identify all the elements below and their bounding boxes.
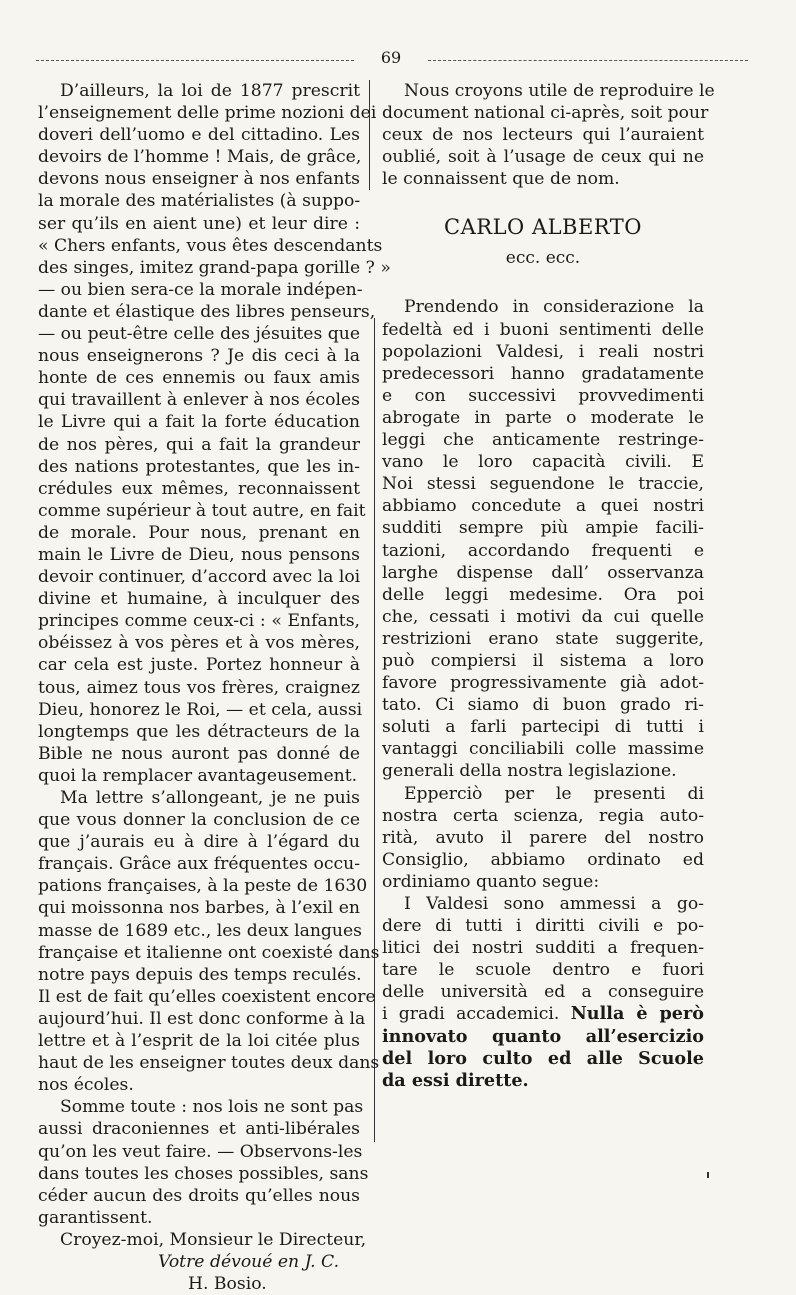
text-line: lettre et à l’esprit de la loi citée plus [38, 1031, 360, 1052]
decree-line: soluti a farli partecipi di tutti i [382, 717, 704, 738]
left-column [38, 80, 391, 1295]
decree-line-with-bold [382, 1003, 704, 1025]
bold-decree-line: innovato quanto all’esercizio [382, 1025, 704, 1047]
text-line: quoi la remplacer avantageusement. [38, 765, 358, 786]
text-line: l’enseignement delle prime nozioni dei [38, 103, 377, 124]
column-divider-upper [369, 80, 370, 190]
decree-line: delle leggi medesime. Ora poi [382, 584, 704, 605]
text-line: nous enseignerons ? Je dis ceci à la [38, 346, 360, 367]
page-header [36, 48, 748, 68]
text-line: longtemps que les détracteurs de la [38, 721, 360, 742]
text-line: Bible ne nous auront pas donné de [38, 743, 360, 764]
decree-line: fedeltà ed i buoni sentimenti delle [382, 319, 704, 340]
decree-line: ordiniamo quanto segue: [382, 871, 600, 892]
text-line: haut de les enseigner toutes deux dans [38, 1053, 380, 1074]
header-rule-left [36, 60, 354, 61]
decree-line: rità, avuto il parere del nostro [382, 827, 704, 848]
decree-line: che, cessati i motivi da cui quelle [382, 606, 704, 627]
text-line: la morale des matérialistes (à suppo- [38, 191, 361, 212]
decree-line: tazioni, accordando frequenti e [382, 540, 704, 561]
text-line: divine et humaine, à inculquer des [38, 589, 360, 610]
text-line: française et italienne ont coexisté dans [38, 942, 380, 963]
decree-line: Epperciò per le presenti di [404, 783, 704, 804]
text-line: tous, aimez tous vos frères, craignez [38, 677, 360, 698]
decree-line: Prendendo in considerazione la [404, 297, 704, 318]
text-line: — ou bien sera-ce la morale indépen- [38, 279, 363, 300]
text-line: de nos pères, qui a fait la grandeur [38, 434, 360, 455]
text-line: des nations protestantes, que les in- [38, 456, 360, 477]
text-line: qu’on les veut faire. — Observons-les [38, 1141, 363, 1162]
text-line: aussi draconiennes et anti-libérales [38, 1119, 360, 1140]
decree-line: vano le loro capacità civili. E [382, 452, 704, 473]
text-line: qui moissonna nos barbes, à l’exil en [38, 898, 360, 919]
closing-line: Croyez-moi, Monsieur le Directeur, [60, 1229, 367, 1250]
text-line: de morale. Pour nous, prenant en [38, 522, 360, 543]
text-line: comme supérieur à tout autre, en fait [38, 500, 366, 521]
decree-line: predecessori hanno gradatamente [382, 363, 704, 384]
text-line: céder aucun des droits qu’elles nous [38, 1185, 360, 1206]
text-line: crédules eux mêmes, reconnaissent [38, 478, 360, 499]
text-line: « Chers enfants, vous êtes descendants [38, 235, 383, 256]
decree-line: dere di tutti i diritti civili e po- [382, 916, 704, 937]
decree-line: popolazioni Valdesi, i reali nostri [382, 341, 704, 362]
text-line: dante et élastique des libres penseurs, [38, 301, 376, 322]
intro-line: document national ci-après, soit pour [382, 103, 709, 124]
decree-line: larghe dispense dall’ osservanza [382, 562, 704, 583]
text-line: notre pays depuis des temps reculés. [38, 964, 362, 985]
intro-line: ceux de nos lecteurs qui l’auraient [382, 125, 704, 146]
text-line: que j’aurais eu à dire à l’égard du [38, 832, 360, 853]
intro-line: Nous croyons utile de reproduire le [404, 81, 715, 101]
text-line: français. Grâce aux fréquentes occu- [38, 854, 360, 875]
decree-line: nostra certa scienza, regia auto- [382, 805, 704, 826]
bold-decree-line: da essi dirette. [382, 1069, 529, 1091]
text-line: aujourd’hui. Il est donc conforme à la [38, 1008, 366, 1029]
text-line: D’ailleurs, la loi de 1877 prescrit [60, 81, 360, 101]
text-line: devoirs de l’homme ! Mais, de grâce, [38, 147, 362, 168]
text-line: Ma lettre s’allongeant, je ne puis [60, 788, 360, 808]
decree-line: può compiersi il sistema a loro [382, 650, 704, 671]
decree-line: leggi che anticamente restringe- [382, 430, 704, 451]
text-line: honte de ces ennemis ou faux amis [38, 368, 360, 389]
text-line: obéissez à vos pères et à vos mères, [38, 633, 360, 654]
column-divider [374, 318, 375, 1142]
decree-line: litici dei nostri sudditi a frequen- [382, 938, 704, 959]
right-column [382, 80, 715, 1092]
decree-line: i gradi accademici. [382, 1004, 560, 1025]
decree-line: restrizioni erano state suggerite, [382, 628, 704, 649]
decree-line: sudditi sempre più ampie facili- [382, 518, 704, 539]
decree-line: Noi stessi seguendone le traccie, [382, 474, 704, 495]
bold-inline-text: Nulla è però [570, 1003, 704, 1025]
text-line: que vous donner la conclusion de ce [38, 810, 360, 831]
text-line: garantissent. [38, 1207, 153, 1228]
text-line: ser qu’ils en aient une) et leur dire : [38, 213, 360, 234]
text-line: devons nous enseigner à nos enfants [38, 169, 360, 190]
text-line: nos écoles. [38, 1075, 134, 1096]
decree-subtitle: ecc. ecc. [505, 248, 581, 269]
decree-line: delle università ed a conseguire [382, 982, 704, 1003]
intro-line: le connaissent que de nom. [382, 169, 620, 190]
text-line: qui travaillent à enlever à nos écoles [38, 390, 360, 411]
decree-line: vantaggi conciliabili colle massime [382, 739, 704, 760]
decree-line: abbiamo concedute a quei nostri [382, 496, 704, 517]
text-line: le Livre qui a fait la forte éducation [38, 412, 360, 433]
intro-line: oublié, soit à l’usage de ceux qui ne [382, 147, 704, 168]
decree-line: e con successivi provvedimenti [382, 385, 704, 406]
text-line: masse de 1689 etc., les deux langues [38, 920, 362, 941]
text-line: devoir continuer, d’accord avec la loi [38, 567, 361, 588]
header-rule-right [428, 60, 748, 61]
text-line: des singes, imitez grand-papa gorille ? » [38, 257, 391, 278]
decree-line: tare le scuole dentro e fuori [382, 960, 704, 981]
decree-line: tato. Ci siamo di buon grado ri- [382, 695, 704, 716]
text-line: Dieu, honorez le Roi, — et cela, aussi [38, 699, 363, 720]
bold-decree-line: del loro culto ed alle Scuole [382, 1047, 704, 1069]
text-line: — ou peut-être celle des jésuites que [38, 324, 360, 345]
text-line: pations françaises, à la peste de 1630 [38, 876, 368, 897]
decree-line: abrogate in parte o moderate le [382, 407, 704, 428]
signature-name: H. Bosio. [188, 1274, 267, 1295]
print-mark [707, 1172, 709, 1178]
text-line: dans toutes les choses possibles, sans [38, 1163, 369, 1184]
decree-line: favore progressivamente già adot- [382, 673, 704, 694]
text-line: doveri dell’uomo e del cittadino. Les [38, 125, 360, 146]
closing-salutation: Votre dévoué en J. C. [158, 1251, 340, 1272]
text-line: Il est de fait qu’elles coexistent encore [38, 986, 376, 1007]
decree-line: generali della nostra legislazione. [382, 761, 677, 782]
decree-line: Consiglio, abbiamo ordinato ed [382, 849, 704, 870]
decree-line: I Valdesi sono ammessi a go- [404, 894, 704, 914]
text-line: principes comme ceux-ci : « Enfants, [38, 611, 360, 632]
text-line: Somme toute : nos lois ne sont pas [60, 1097, 364, 1118]
page-number: 69 [380, 48, 402, 67]
decree-title: CARLO ALBERTO [444, 215, 642, 240]
text-line: main le Livre de Dieu, nous pensons [38, 544, 360, 565]
text-line: car cela est juste. Portez honneur à [38, 655, 360, 676]
